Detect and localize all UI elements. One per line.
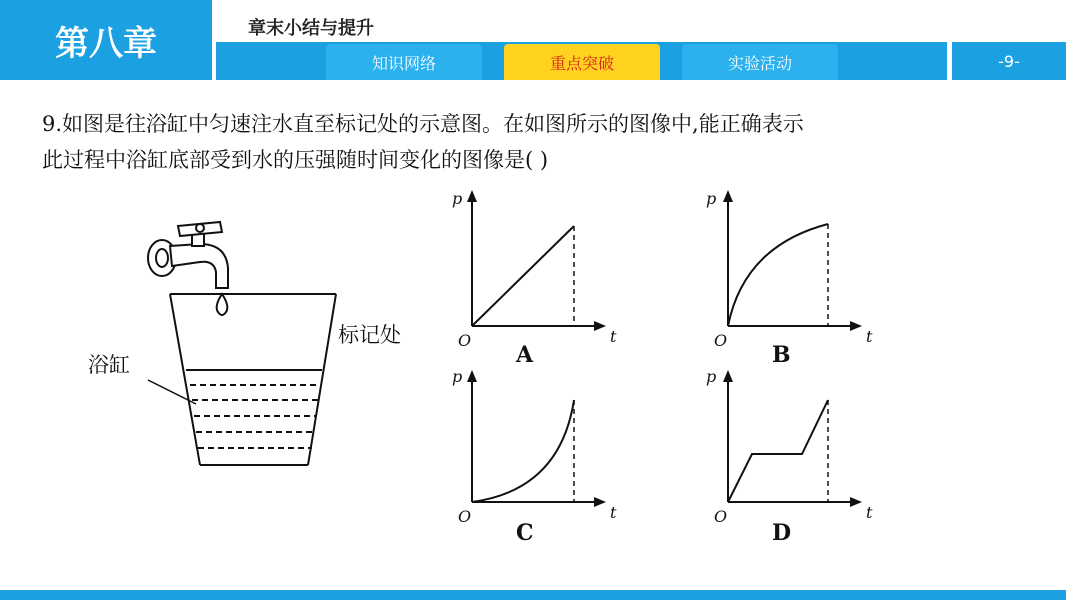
- graph-d[interactable]: [723, 370, 862, 507]
- graph-d-y-label: p: [706, 367, 717, 386]
- tub-left-wall: [170, 294, 200, 465]
- graph-c-x-label: t: [610, 503, 617, 522]
- section-subtitle: 章末小结与提升: [248, 18, 374, 39]
- graph-d-origin: O: [714, 507, 728, 526]
- graph-d-x-label: t: [866, 503, 873, 522]
- graph-c[interactable]: [467, 370, 606, 507]
- graph-a-origin: O: [458, 331, 472, 350]
- graph-a[interactable]: [467, 190, 606, 331]
- water-drop: [217, 294, 228, 315]
- graph-b-origin: O: [714, 331, 728, 350]
- graph-c-curve: [472, 400, 574, 502]
- tub-right-wall: [308, 294, 336, 465]
- graph-c-origin: O: [458, 507, 472, 526]
- faucet-spout: [170, 244, 228, 288]
- graph-a-x-label: t: [610, 327, 617, 346]
- question-line-1: 9.如图是往浴缸中匀速注水直至标记处的示意图。在如图所示的图像中,能正确表示: [42, 112, 804, 136]
- bottom-bar: [0, 590, 1066, 600]
- faucet-flange-inner: [156, 249, 168, 267]
- graph-c-option: C: [516, 520, 534, 546]
- graph-a-curve: [472, 226, 574, 326]
- tab-experiment[interactable]: 实验活动: [682, 44, 838, 80]
- graph-d-option: D: [772, 520, 792, 546]
- mark-label: 标记处: [338, 323, 401, 347]
- graph-d-curve: [728, 400, 828, 502]
- graph-b-curve: [728, 224, 828, 326]
- graph-b[interactable]: [723, 190, 862, 331]
- graph-a-option: A: [516, 342, 534, 368]
- graph-b-option: B: [772, 342, 791, 368]
- graph-b-x-label: t: [866, 327, 873, 346]
- question-line-2: 此过程中浴缸底部受到水的压强随时间变化的图像是( ): [42, 148, 549, 172]
- water-dashes: [190, 385, 320, 448]
- tub-leader-line: [148, 380, 196, 404]
- tab-key-points[interactable]: 重点突破: [504, 44, 660, 80]
- tub-label: 浴缸: [88, 353, 130, 377]
- graph-c-y-label: p: [452, 367, 463, 386]
- bathtub-illustration: [148, 222, 336, 465]
- faucet-knob: [196, 224, 204, 232]
- graph-a-y-label: p: [452, 189, 463, 208]
- graph-b-y-label: p: [706, 189, 717, 208]
- page-number: -9-: [952, 42, 1066, 80]
- tab-knowledge-network[interactable]: 知识网络: [326, 44, 482, 80]
- chapter-title: 第八章: [0, 0, 212, 80]
